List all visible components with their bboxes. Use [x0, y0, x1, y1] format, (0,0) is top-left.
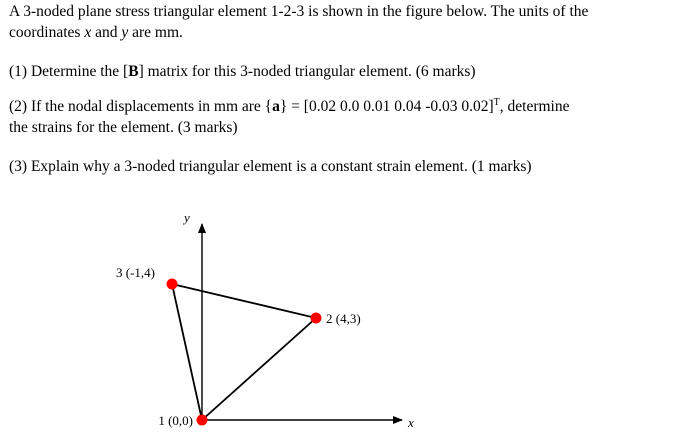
node-3-dot — [167, 279, 178, 290]
y-variable: y — [121, 24, 129, 41]
q3-text: (3) Explain why a 3-noded triangular element is a constant strain element. (1 marks) — [9, 158, 532, 175]
x-axis-label: x — [408, 415, 414, 430]
node-1-dot — [197, 415, 208, 426]
q1-text-c: ] matrix for this 3-noded triangular element. (6 marks) — [138, 63, 476, 80]
q2-line-2: the strains for the element. (3 marks) — [9, 119, 238, 136]
edge-3-1 — [172, 284, 202, 420]
node-2-label: 2 (4,3) — [326, 311, 361, 326]
intro-line-2-b: and — [91, 24, 122, 41]
intro-line-2-c: are mm. — [128, 24, 183, 41]
edge-1-2 — [202, 318, 316, 420]
intro-line-2-a: coordinates — [9, 24, 85, 41]
edge-2-3 — [172, 284, 316, 318]
node-2-dot — [311, 313, 322, 324]
node-3-label: 3 (-1,4) — [116, 265, 155, 280]
q2-text-d: , determine — [499, 98, 570, 115]
y-axis-label: y — [184, 210, 190, 225]
q2-text-c: } = [0.02 0.0 0.01 0.04 -0.03 0.02] — [279, 98, 494, 115]
a-vector-symbol: a — [272, 98, 280, 115]
node-1-label: 1 (0,0) — [158, 413, 193, 428]
q2-text-a: (2) If the nodal displacements in mm are { — [9, 98, 273, 115]
transpose-superscript: T — [493, 97, 500, 108]
q1-text-a: (1) Determine the [ — [9, 63, 129, 80]
x-variable: x — [84, 24, 92, 41]
b-matrix-symbol: B — [128, 63, 139, 80]
intro-line-1: A 3-noded plane stress triangular element 1-2-3 is shown in the figure below. The units of the — [9, 3, 589, 20]
